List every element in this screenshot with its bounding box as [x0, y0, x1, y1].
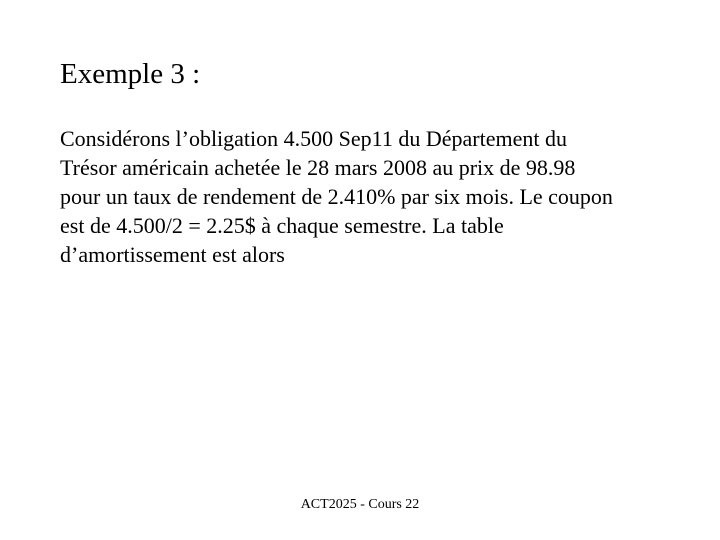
body-line: pour un taux de rendement de 2.410% par six mois. Le coupon — [60, 184, 613, 209]
body-line: est de 4.500/2 = 2.25$ à chaque semestre. La table — [60, 213, 504, 238]
body-line: Considérons l’obligation 4.500 Sep11 du Département du — [60, 126, 567, 151]
slide-footer: ACT2025 - Cours 22 — [300, 497, 420, 512]
slide-title: Exemple 3 : — [60, 58, 201, 90]
body-line: d’amortissement est alors — [60, 242, 285, 267]
body-line: Trésor américain achetée le 28 mars 2008 au prix de 98.98 — [60, 155, 576, 180]
slide-body — [60, 124, 680, 269]
